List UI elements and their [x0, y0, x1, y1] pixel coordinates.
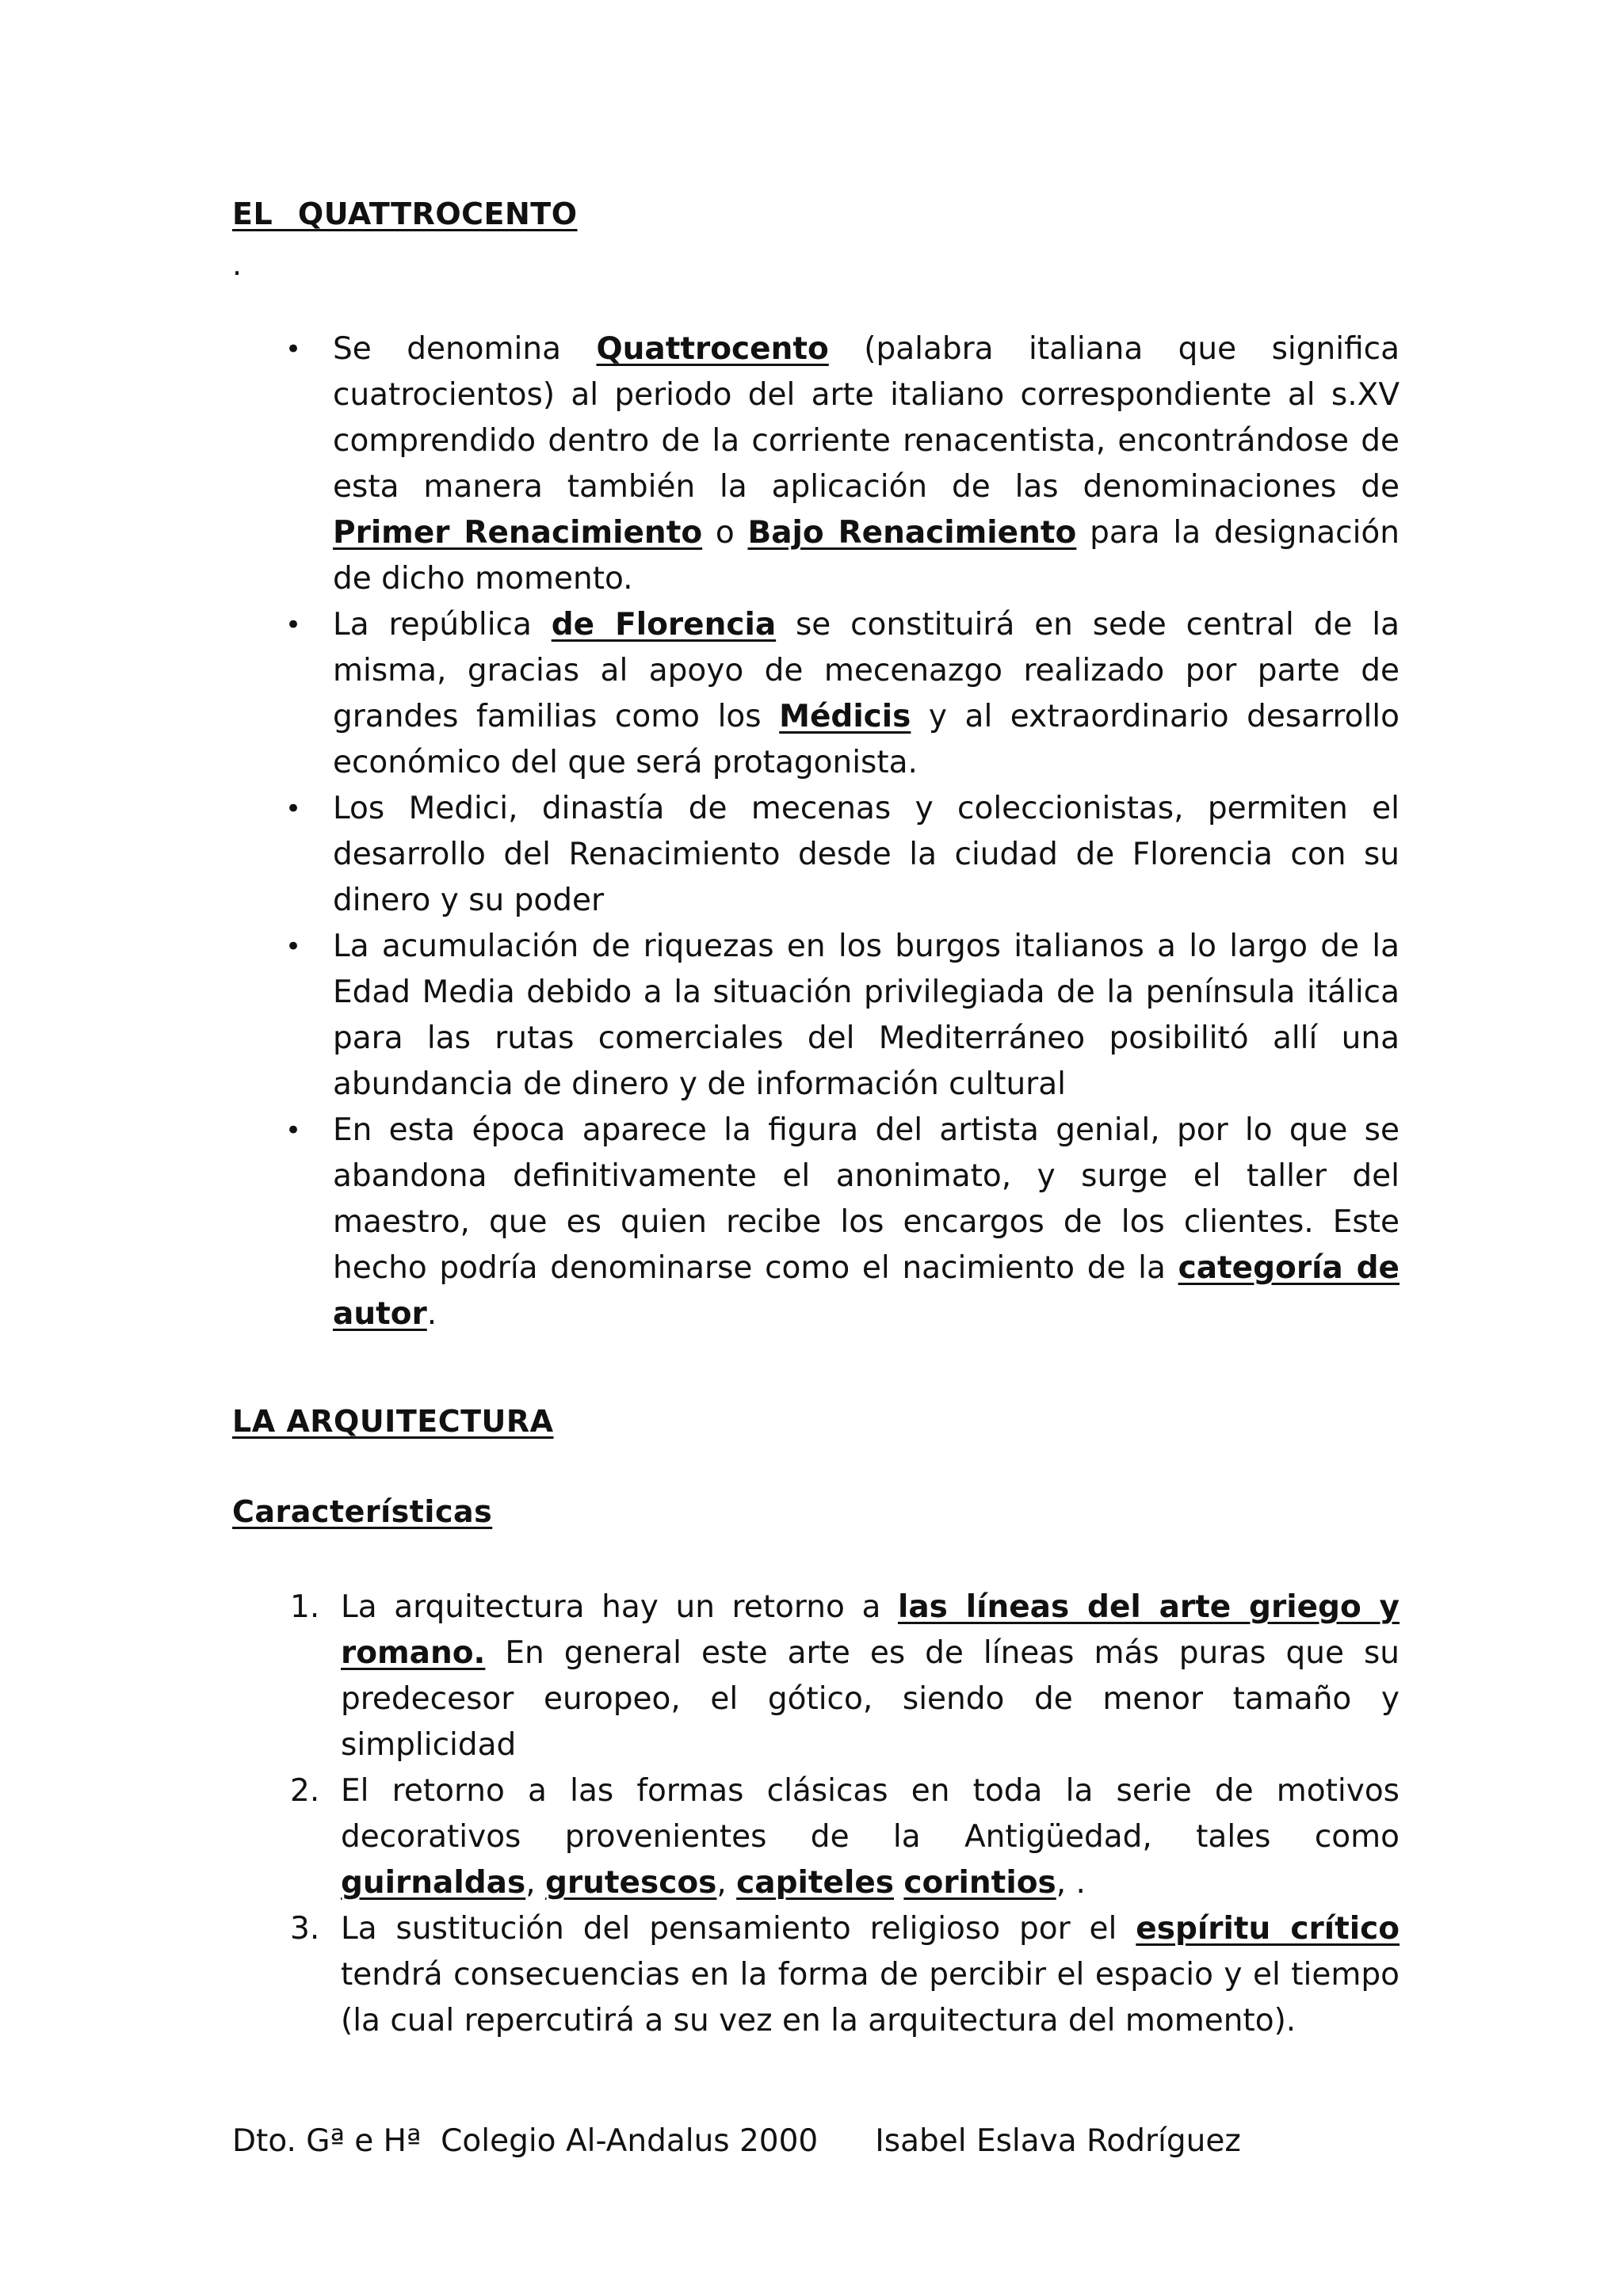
paragraph-text: (palabra italiana que significa cuatrocientos) al periodo del arte italiano correspondiente al s.XV comprendido dentro de la corriente renacentista, encontrándose de esta manera también la aplicación de las denominaciones de	[333, 331, 1400, 505]
paragraph-text: , .	[1056, 1865, 1086, 1901]
paragraph-text	[894, 1865, 903, 1901]
paragraph-text: Los Medici, dinastía de mecenas y coleccionistas, permiten el desarrollo del Renacimiento desde la ciudad de Florencia con su dinero y su poder	[333, 791, 1400, 918]
section-title: LA ARQUITECTURA	[232, 1404, 554, 1439]
numbered-item-1	[266, 1585, 1400, 1768]
paragraph-text: y al extraordinario desarrollo económico del que será protagonista.	[333, 699, 1400, 780]
item-number: 1.	[290, 1589, 320, 1625]
keyword-term: guirnaldas	[341, 1865, 526, 1901]
bullet-icon: •	[285, 1115, 302, 1146]
keyword-term: grutescos	[544, 1865, 717, 1901]
bullet-icon: •	[285, 609, 302, 641]
title-dot: .	[232, 247, 242, 282]
paragraph-text: ,	[525, 1865, 545, 1901]
keyword-term: espíritu crítico	[1136, 1911, 1400, 1947]
bullet-item-2	[266, 602, 1400, 786]
keyword-term: Médicis	[779, 699, 911, 734]
bullet-item-4	[266, 924, 1400, 1108]
paragraph-text: .	[426, 1296, 437, 1332]
keyword-term: Quattrocento	[596, 331, 829, 367]
paragraph-text: La acumulación de riquezas en los burgos italianos a lo largo de la Edad Media debido a la situación privilegiada de la península itálica para las rutas comerciales del Mediterráneo posibilitó allí una abundancia de dinero y de información cultural	[333, 929, 1400, 1102]
numbered-item-3	[266, 1906, 1400, 2044]
keyword-term: categoría de autor	[333, 1250, 1400, 1332]
bullet-item-3	[266, 786, 1400, 924]
paragraph-text: para la designación de dicho momento.	[333, 515, 1400, 597]
quattrocento-bullet-list	[266, 326, 1400, 1337]
bullet-icon: •	[285, 793, 302, 825]
page-title: EL QUATTROCENTO	[232, 196, 578, 231]
paragraph-text: o	[702, 515, 748, 551]
keyword-term: Primer Renacimiento	[333, 515, 703, 551]
bullet-icon: •	[285, 931, 302, 963]
page-footer	[232, 2123, 1241, 2159]
bullet-item-5	[266, 1108, 1400, 1337]
paragraph-text: La sustitución del pensamiento religioso por el	[341, 1911, 1136, 1947]
subsection-title: Características	[232, 1494, 493, 1529]
keyword-term: corintios	[903, 1865, 1056, 1901]
numbered-item-2	[266, 1768, 1400, 1906]
paragraph-text: La república	[333, 607, 552, 643]
keyword-term: de Florencia	[551, 607, 777, 643]
characteristics-numbered-list	[266, 1585, 1400, 2044]
footer-author: Isabel Eslava Rodríguez	[875, 2123, 1241, 2159]
keyword-term: Bajo Renacimiento	[747, 515, 1077, 551]
paragraph-text: La arquitectura hay un retorno a	[341, 1589, 898, 1625]
paragraph-text: En general este arte es de líneas más puras que su predecesor europeo, el gótico, siendo de menor tamaño y simplicidad	[341, 1635, 1400, 1763]
paragraph-text: ,	[716, 1865, 737, 1901]
keyword-term: las líneas del arte griego y romano.	[341, 1589, 1400, 1671]
bullet-item-1	[266, 326, 1400, 602]
item-number: 3.	[290, 1911, 320, 1947]
item-number: 2.	[290, 1773, 320, 1809]
paragraph-text: se constituirá en sede central de la misma, gracias al apoyo de mecenazgo realizado por parte de grandes familias como los	[333, 607, 1400, 734]
paragraph-text: Se denomina	[333, 331, 597, 367]
bullet-icon: •	[285, 334, 302, 365]
keyword-term: capiteles	[736, 1865, 894, 1901]
paragraph-text: tendrá consecuencias en la forma de percibir el espacio y el tiempo (la cual repercutirá a su vez en la arquitectura del momento).	[341, 1957, 1400, 2039]
footer-department: Dto. Gª e Hª Colegio Al-Andalus 2000	[232, 2123, 819, 2159]
paragraph-text: El retorno a las formas clásicas en toda la serie de motivos decorativos provenientes de la Antigüedad, tales como	[341, 1773, 1400, 1855]
paragraph-text: En esta época aparece la figura del artista genial, por lo que se abandona definitivamente el anonimato, y surge el taller del maestro, que es quien recibe los encargos de los clientes. Este hecho podría denominarse como el nacimiento de la	[333, 1112, 1400, 1286]
